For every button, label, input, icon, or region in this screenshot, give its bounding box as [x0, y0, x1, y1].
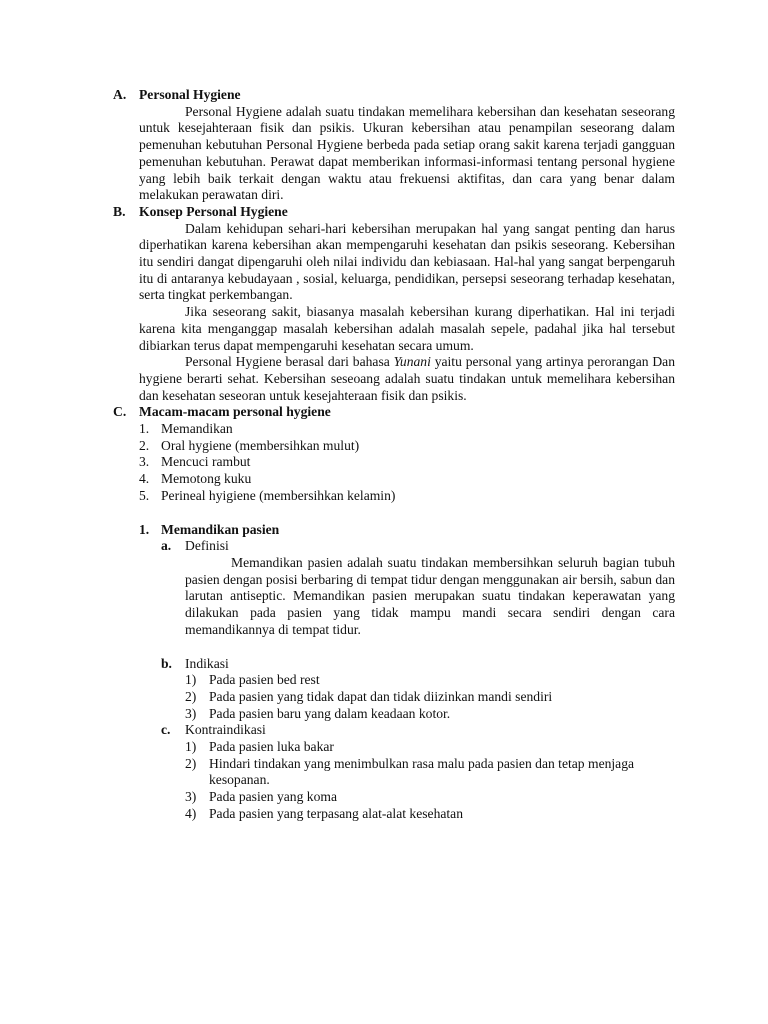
list-item-text: Oral hygiene (membersihkan mulut) [161, 437, 360, 453]
kontraindikasi-heading [161, 722, 675, 739]
list-item-text: Mencuci rambut [161, 454, 251, 470]
hygiene-types-list [139, 421, 675, 505]
list-item-text: Pada pasien yang terpasang alat-alat kesehatan [209, 805, 464, 821]
p3-italic-word: Yunani [393, 354, 431, 370]
section-c-letter: C. [113, 404, 127, 420]
list-item-number: 3. [139, 454, 150, 470]
list-item [185, 806, 675, 823]
section-b-title: Konsep Personal Hygiene [139, 203, 288, 219]
list-item [139, 488, 675, 505]
list-item [139, 471, 675, 488]
list-item-number: 1) [185, 739, 197, 755]
kontraindikasi-title: Kontraindikasi [185, 722, 266, 738]
p3-text-after: yaitu personal yang artinya perorangan Dan hygiene berarti sehat. Kebersihan seseoang adalah suatu tindakan untuk memelihara kebersihan dan kesehatan seseoran untuk kesejahteraan fisik dan psikis. [139, 354, 675, 403]
kontraindikasi-list [185, 739, 675, 823]
section-c-heading [113, 404, 675, 421]
list-item [185, 672, 675, 689]
definisi-paragraph: Memandikan pasien adalah suatu tindakan membersihkan seluruh bagian tubuh pasien dengan posisi berbaring di tempat tidur dengan menggunakan air bersih, sabun dan larutan antiseptic. Memandikan pasien merupakan suatu tindakan keperawatan yang dilakukan pada pasien yang tidak mampu mandi secara sendiri dengan cara memandikannya di tempat tidur. [185, 554, 675, 637]
list-item-number: 3) [185, 789, 197, 805]
list-item-number: 1) [185, 672, 197, 688]
section-b-heading [113, 204, 675, 221]
list-item [185, 739, 675, 756]
indikasi-letter: b. [161, 655, 172, 671]
section-b-paragraph-3 [139, 354, 675, 404]
list-item [185, 689, 675, 706]
section-b-letter: B. [113, 203, 126, 219]
kontraindikasi-letter: c. [161, 722, 171, 738]
list-item-text: Pada pasien yang koma [209, 789, 337, 805]
section-a-letter: A. [113, 87, 127, 102]
list-item-number: 4) [185, 805, 197, 821]
section-a-heading [113, 87, 675, 104]
list-item [185, 789, 675, 806]
list-item-text: Pada pasien luka bakar [209, 739, 334, 755]
list-item-number: 4. [139, 471, 150, 487]
section-b-paragraph-1: Dalam kehidupan sehari-hari kebersihan merupakan hal yang sangat penting dan harus diperhatikan karena kebersihan akan mempengaruhi kesehatan dan psikis seseorang. Kebersihan itu sendiri dangat dipengaruhi oleh nilai individu dan kebiasaan. Hal-hal yang sangat berpengaruh itu di antaranya kebudayaan , sosial, keluarga, pendidikan, persepsi seseorang terhadap kesehatan, serta tingkat perkembangan. [139, 220, 675, 303]
p3-text-before: Personal Hygiene berasal dari bahasa [185, 354, 394, 370]
definisi-title: Definisi [185, 538, 229, 554]
list-item-number: 5. [139, 487, 150, 503]
list-item [185, 756, 675, 789]
section-c-title: Macam-macam personal hygiene [139, 404, 331, 420]
list-item [185, 706, 675, 723]
list-item-text: Memotong kuku [161, 471, 252, 487]
subsection-1-title: Memandikan pasien [161, 521, 280, 537]
list-item-number: 3) [185, 705, 197, 721]
subsection-1-number: 1. [139, 521, 150, 537]
indikasi-list [185, 672, 675, 722]
document-content [113, 87, 675, 823]
list-item-text: Pada pasien bed rest [209, 672, 320, 688]
list-item-number: 2. [139, 437, 150, 453]
section-a-paragraph: Personal Hygiene adalah suatu tindakan memelihara kebersihan dan kesehatan seseorang untuk kesejahteraan fisik dan psikis. Ukuran kebersihan atau penampilan seseorang dalam pemenuhan kebutuhan Personal Hygiene berbeda pada setiap orang sakit karena terjadi gangguan pemenuhan kebutuhan. Perawat dapat memberikan informasi-informasi tentang personal hygiene yang lebih baik terkait dengan waktu atau frekuensi aktifitas, dan cara yang benar dalam melakukan perawatan diri. [139, 103, 675, 203]
list-item [139, 454, 675, 471]
list-item-number: 2) [185, 688, 197, 704]
definisi-letter: a. [161, 538, 172, 554]
list-item [139, 421, 675, 438]
indikasi-title: Indikasi [185, 655, 229, 671]
list-item-text: Pada pasien yang tidak dapat dan tidak diizinkan mandi sendiri [209, 688, 553, 704]
section-a-title: Personal Hygiene [139, 87, 241, 102]
subsection-1-heading [139, 522, 675, 539]
list-item-number: 1. [139, 421, 150, 437]
list-item-text: Memandikan [161, 421, 233, 437]
list-item-text: Perineal hyigiene (membersihkan kelamin) [161, 487, 396, 503]
indikasi-heading [161, 656, 675, 673]
section-b-paragraph-2: Jika seseorang sakit, biasanya masalah kebersihan kurang diperhatikan. Hal ini terjadi karena kita menganggap masalah kebersihan adalah masalah sepele, padahal jika hal tersebut dibiarkan terus dapat mempengaruhi kesehatan secara umum. [139, 304, 675, 353]
list-item-number: 2) [185, 755, 197, 771]
list-item [139, 438, 675, 455]
list-item-text: Hindari tindakan yang menimbulkan rasa malu pada pasien dan tetap menjaga kesopanan. [209, 755, 635, 788]
definisi-heading [161, 538, 675, 555]
list-item-text: Pada pasien baru yang dalam keadaan kotor. [209, 705, 451, 721]
